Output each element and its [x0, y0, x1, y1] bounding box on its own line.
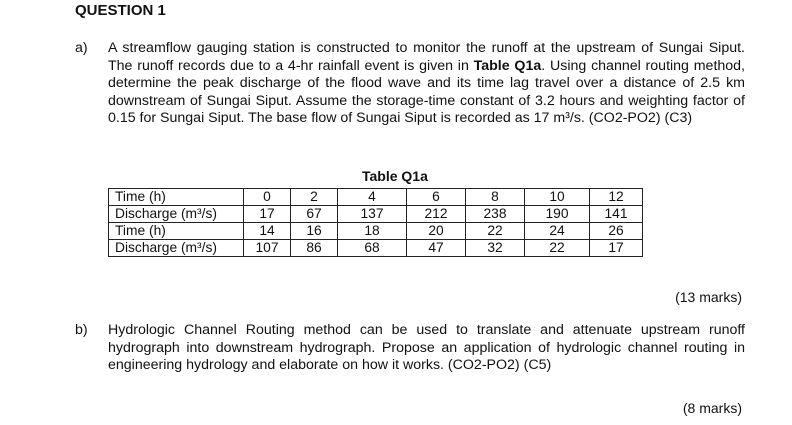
table-cell: 212 [407, 206, 466, 223]
part-a [75, 40, 745, 128]
table-cell: 238 [466, 206, 525, 223]
part-a-text-2: . Using channel routing method, determine the peak discharge of the flood wave and its time lag travel over a distance of 2.5 km downstream of Sungai Siput. Assume the storage-time constant of 3.2 hours and weighting factor of 0.15 for Sungai Siput. The base flow of Sungai Siput is recorded as 17 m³/s. (CO2-PO2) (C3) [108, 57, 745, 126]
discharge-table [108, 188, 643, 257]
table-cell: 22 [525, 240, 590, 257]
table-cell: 6 [407, 189, 466, 206]
table-cell: 14 [244, 223, 291, 240]
table-row [109, 189, 643, 206]
part-b-label: b) [75, 322, 88, 338]
table-cell: 107 [244, 240, 291, 257]
table-cell: 17 [244, 206, 291, 223]
row-label: Discharge (m³/s) [109, 206, 244, 223]
part-b-text: Hydrologic Channel Routing method can be used to translate and attenuate upstream runoff hydrograph into downstream hydrograph. Propose an application of hydrologic channel routing in engineering hydrology and elaborate on how it works. (CO2-PO2) (C5) [108, 322, 745, 373]
question-heading: QUESTION 1 [75, 2, 166, 19]
row-label: Time (h) [109, 223, 244, 240]
table-cell: 2 [291, 189, 338, 206]
table-row [109, 206, 643, 223]
table-cell: 8 [466, 189, 525, 206]
table-cell: 141 [590, 206, 643, 223]
part-a-table-reference: Table Q1a [473, 57, 542, 74]
table-cell: 12 [590, 189, 643, 206]
table-cell: 4 [338, 189, 407, 206]
table-cell: 24 [525, 223, 590, 240]
table-cell: 32 [466, 240, 525, 257]
table-row [109, 240, 643, 257]
part-b [75, 322, 745, 375]
table-cell: 20 [407, 223, 466, 240]
part-a-marks: (13 marks) [675, 289, 742, 305]
table-cell: 16 [291, 223, 338, 240]
table-cell: 0 [244, 189, 291, 206]
table-cell: 22 [466, 223, 525, 240]
part-a-label: a) [75, 40, 88, 56]
row-label: Time (h) [109, 189, 244, 206]
table-cell: 26 [590, 223, 643, 240]
table-cell: 67 [291, 206, 338, 223]
part-b-marks: (8 marks) [682, 400, 742, 416]
table-caption: Table Q1a [362, 168, 428, 184]
table-cell: 190 [525, 206, 590, 223]
table-cell: 17 [590, 240, 643, 257]
row-label: Discharge (m³/s) [109, 240, 244, 257]
table-cell: 86 [291, 240, 338, 257]
part-a-text [108, 40, 745, 128]
table-cell: 137 [338, 206, 407, 223]
table-cell: 18 [338, 223, 407, 240]
part-a-text-1: A streamflow gauging station is constructed to monitor the runoff at the upstream of Sungai Siput. The runoff records due to a 4-hr rainfall event is given in [108, 40, 745, 74]
table-cell: 68 [338, 240, 407, 257]
table-cell: 10 [525, 189, 590, 206]
table-row [109, 223, 643, 240]
table-cell: 47 [407, 240, 466, 257]
